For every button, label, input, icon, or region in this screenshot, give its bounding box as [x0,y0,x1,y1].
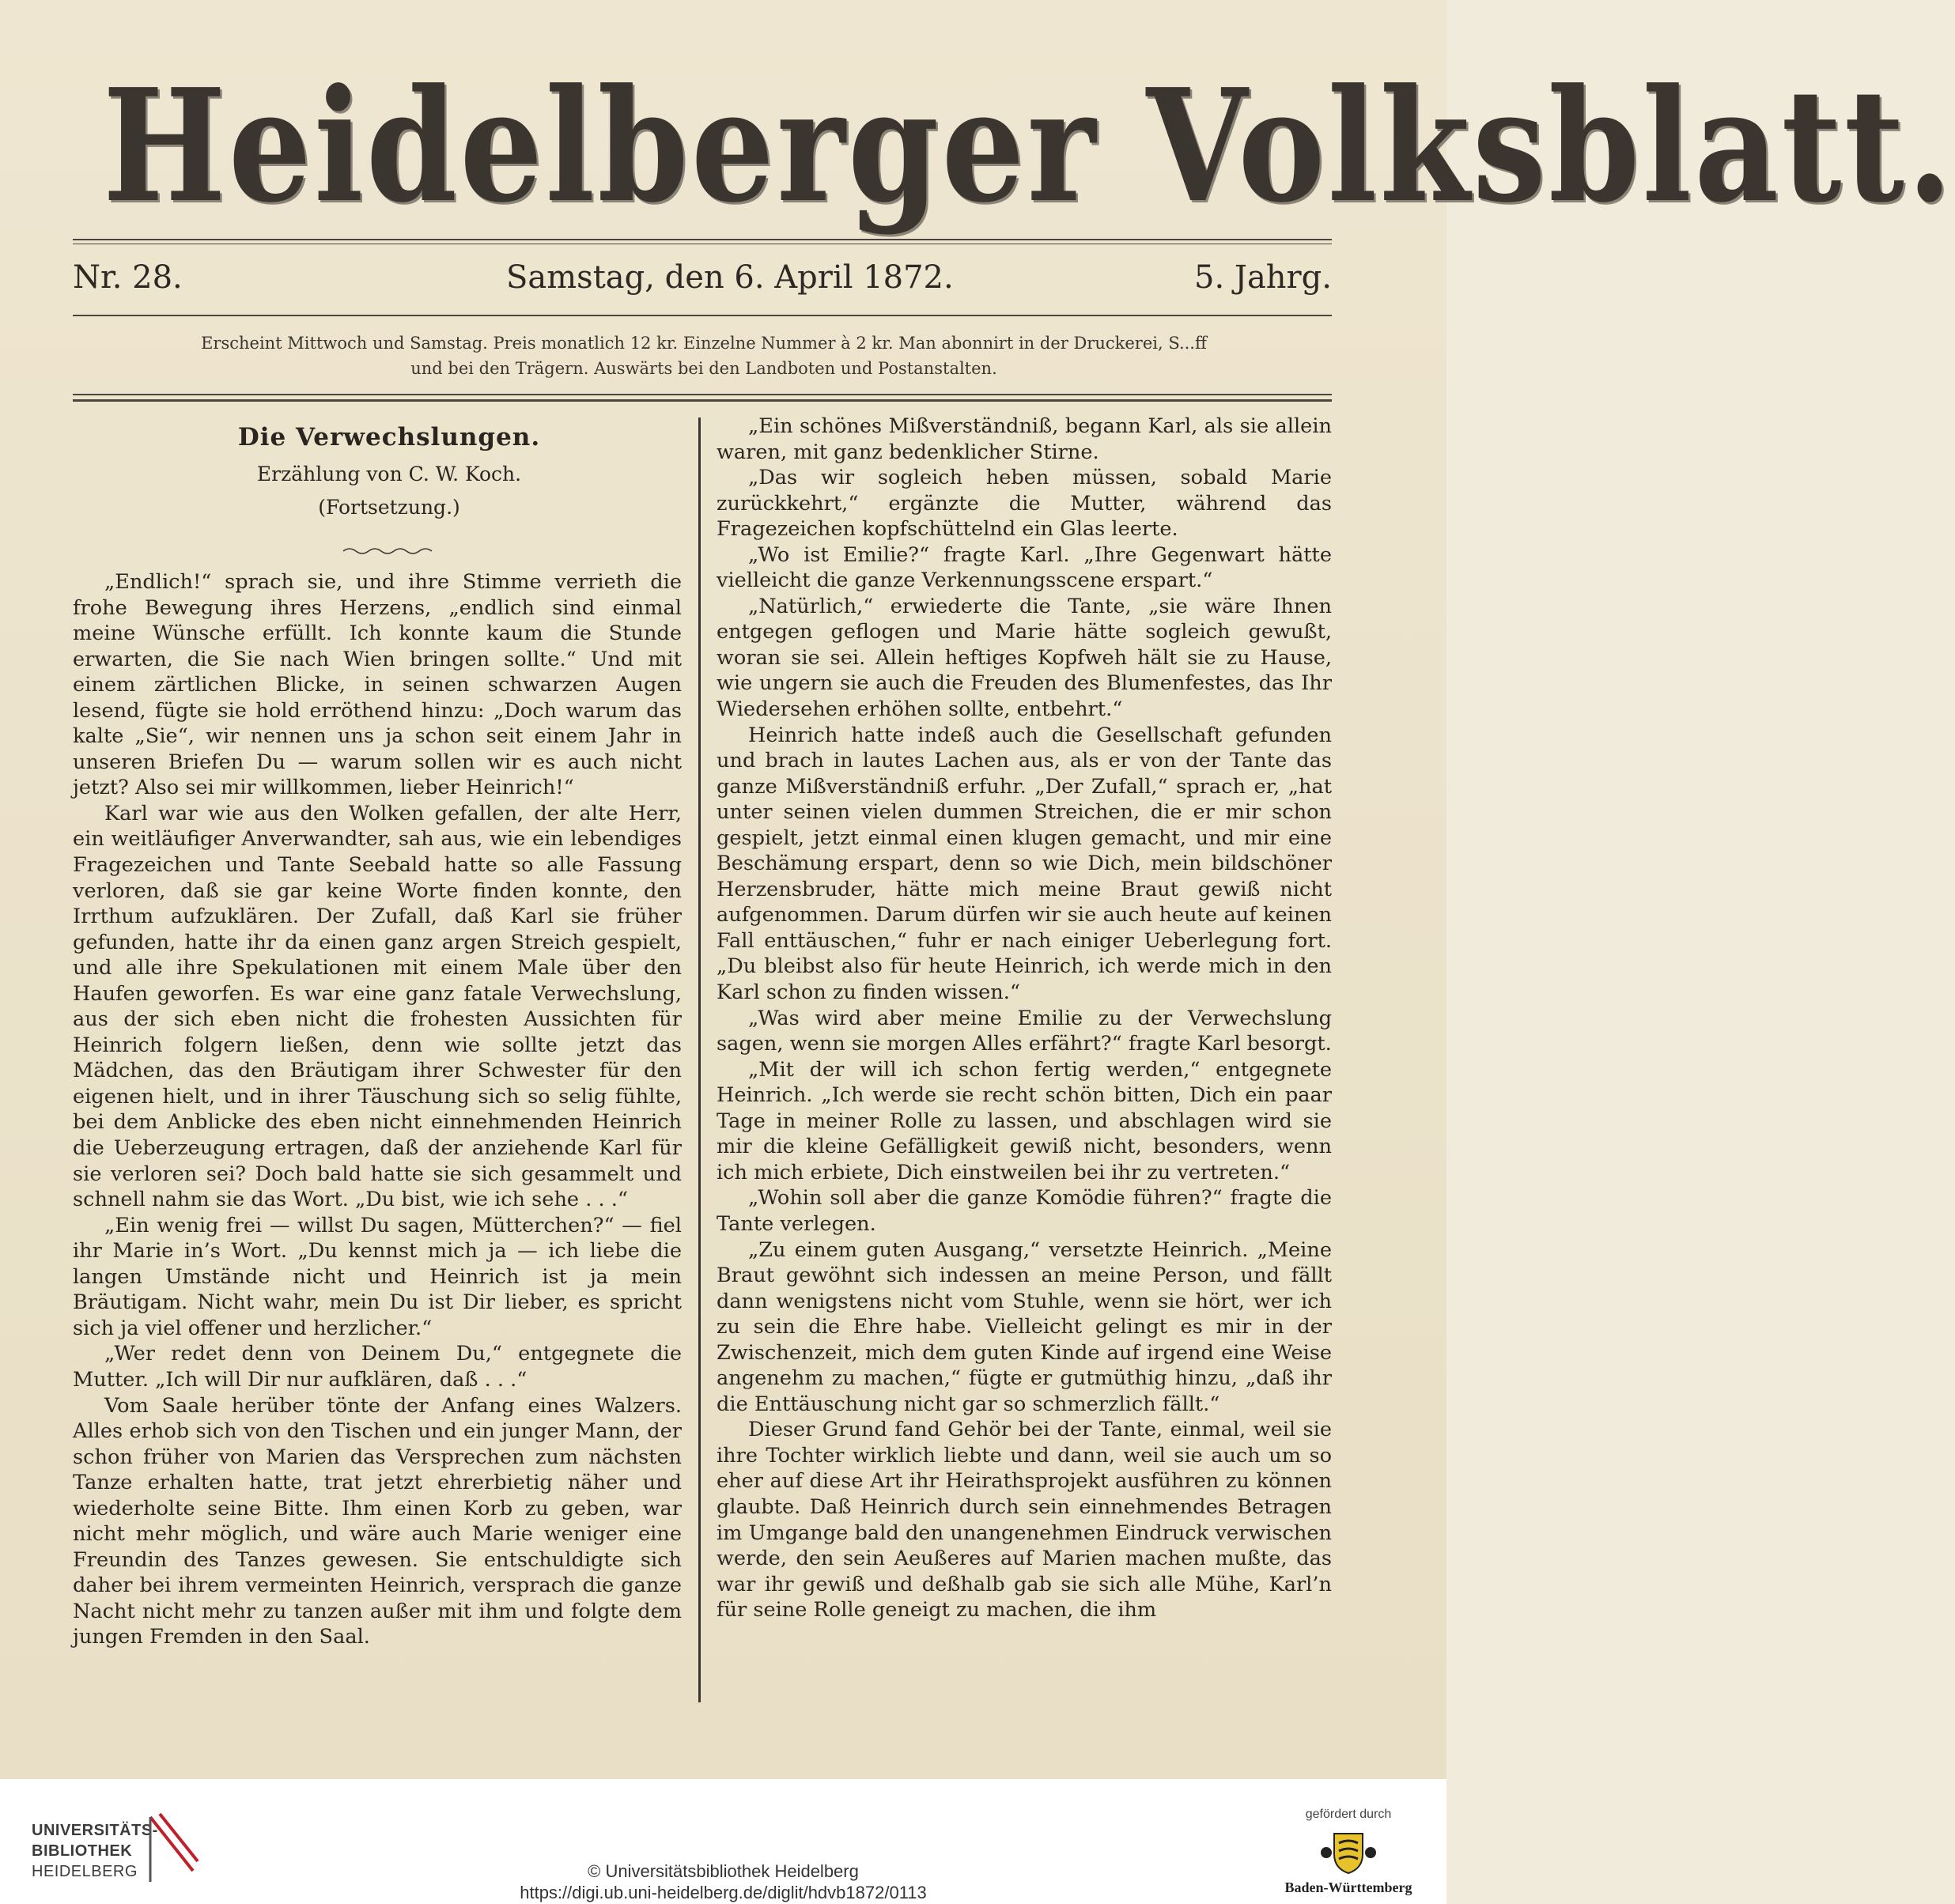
right-column-paragraph: „Ein schönes Mißverständniß, begann Karl, als sie allein waren, mit ganz bedenklicher Stirne. [717,414,1332,464]
left-column-paragraph: „Wer redet denn von Deinem Du,“ entgegnete die Mutter. „Ich will Dir nur aufklären, daß . . .“ [73,1342,682,1392]
masthead-rule-top [73,239,1332,240]
ornament-divider [342,546,437,557]
issue-year: 5. Jahrg. [1194,259,1332,296]
issue-number: Nr. 28. [73,259,183,296]
source-url[interactable]: https://digi.ub.uni-heidelberg.de/diglit/hdvb1872/0113 [520,1883,927,1902]
issue-row [73,259,1332,307]
right-column-paragraph: Dieser Grund fand Gehör bei der Tante, einmal, weil sie ihre Tochter wirklich liebte und dann, weil sie auch um so eher auf diese Art ihr Heirathsprojekt ausführen zu können glaubte. Daß Heinrich durch sein einnehmendes Betragen im Umgange bald den unangenehmen Eindruck verwischen werde, den sein Aeußeres auf Marien machen mußte, das war ihr gewiß und deßhalb gab sie sich alle Mühe, Karl’n für seine Rolle geneigt zu machen, die ihm [717,1418,1332,1623]
left-column [73,569,682,1650]
copyright-text: © Universitätsbibliothek Heidelberg [588,1861,859,1881]
right-column-paragraph: „Zu einem guten Ausgang,“ versetzte Heinrich. „Meine Braut gewöhnt sich indessen an meine Person, und fällt dann wenigstens nicht vom Stuhle, wenn sie hört, wer ich zu sein die Ehre habe. Vielleicht gelingt es mir in der Zwischenzeit, mich dem guten Kinde auf irgend eine Weise angenehm zu machen,“ fügte er gutmüthig hinzu, „daß ihr die Enttäuschung nicht gar so schmerzlich fällt.“ [717,1237,1332,1416]
right-column-paragraph: „Mit der will ich schon fertig werden,“ entgegnete Heinrich. „Ich werde sie recht schön bitten, Dich ein paar Tage in meiner Rolle zu lassen, und abschlagen wird sie mir die kleine Gefälligkeit gewiß nicht, besonders, wenn ich mich erbiete, Dich einstweilen bei ihr zu vertreten.“ [717,1057,1332,1184]
subscription-notice [71,331,1337,381]
story-continued: (Fortsetzung.) [318,496,460,519]
right-column-paragraph: „Wohin soll aber die ganze Komödie führen?“ fragte die Tante verlegen. [717,1186,1332,1236]
right-column-paragraph: „Was wird aber meine Emilie zu der Verwechslung sagen, wenn sie morgen Alles erfährt?“ fragte Karl besorgt. [717,1006,1332,1056]
story-byline: Erzählung von C. W. Koch. [256,463,522,485]
right-column-paragraph: Heinrich hatte indeß auch die Gesellschaft gefunden und brach in lautes Lachen aus, als er von der Tante das ganze Mißverständniß erfuhr. „Der Zufall,“ sprach er, „hat unter seinen vielen dummen Streichen, die er mir schon gespielt, jetzt einmal einen klugen gemacht, und mir eine Beschämung erspart, denn so wie Dich, mein bildschöner Herzensbruder, hätte mich meine Braut gewiß nicht aufgenommen. Darum dürfen wir sie auch heute auf keinen Fall enttäuschen,“ fuhr er nach einiger Ueberlegung fort. „Du bleibst also für heute Heinrich, ich werde mich in den Karl schon zu finden wissen.“ [717,723,1332,1005]
right-column-paragraph: „Natürlich,“ erwiederte die Tante, „sie wäre Ihnen entgegen geflogen und Marie hätte sogleich gewußt, woran sie sei. Allein heftiges Kopfweh hält sie zu Hause, wie ungern sie auch die Freuden des Blumenfestes, das Ihr Wiedersehen erhöhen sollte, entbehrt.“ [717,594,1332,722]
right-column-paragraph: „Wo ist Emilie?“ fragte Karl. „Ihre Gegenwart hätte vielleicht die ganze Verkennungsscene erspart.“ [717,542,1332,593]
library-name-line-3: HEIDELBERG [32,1863,138,1880]
right-column [717,414,1332,1623]
notice-rule-1 [73,394,1332,395]
left-column-paragraph: „Endlich!“ sprach sie, und ihre Stimme verrieth die frohe Bewegung ihres Herzens, „endlich sind einmal meine Wünsche erfüllt. Ich konnte kaum die Stunde erwarten, die Sie nach Wien bringen sollte.“ Und mit einem zärtlichen Blicke, in seinen schwarzen Augen lesend, fügte sie hold erröthend hinzu: „Doch warum das kalte „Sie“, wir nennen uns ja schon seit einem Jahr in unseren Briefen Du — warum sollen wir es auch nicht jetzt? Also sei mir willkommen, lieber Heinrich!“ [73,570,682,800]
column-divider [698,417,701,1702]
state-name: Baden-Württemberg [1284,1879,1412,1895]
left-column-paragraph: Karl war wie aus den Wolken gefallen, der alte Herr, ein weitläufiger Anverwandter, sah aus, wie ein lebendiges Fragezeichen und Tante Seebald hatte so alle Fassung verloren, daß sie gar keine Worte finden konnte, den Irrthum aufzuklären. Der Zufall, daß Karl sie früher gefunden, hatte ihr da einen ganz argen Streich gespielt, und alle ihre Spekulationen mit einem Male über den Haufen geworfen. Es war eine ganz fatale Verwechslung, aus der sich eben nicht die frohesten Aussichten für Heinrich folgern ließen, denn wie sollte jetzt das Mädchen, das den Bräutigam ihrer Schwester für den eigenen hielt, und in ihrer Täuschung sich so selig fühlte, bei dem Anblicke des eben nicht einnehmenden Heinrich die Ueberzeugung ertragen, daß der anziehende Karl für sie verloren sei? Doch bald hatte sie sich gesammelt und schnell nahm sie das Wort. „Du bist, wie ich sehe . . .“ [73,801,682,1212]
notice-line-2: und bei den Trägern. Auswärts bei den Landboten und Postanstalten. [410,359,997,378]
library-name-line-1: UNIVERSITÄTS- [32,1822,158,1839]
issue-rule [73,315,1332,316]
left-column-paragraph: Vom Saale herüber tönte der Anfang eines Walzers. Alles erhob sich von den Tischen und ein junger Mann, der schon früher von Marien das Versprechen zum nächsten Tanze erhalten hatte, trat jetzt ehrerbietig näher und wiederholte seine Bitte. Ihm einen Korb zu geben, war nicht mehr möglich, und wäre auch Marie weniger eine Freundin des Tanzes gewesen. Sie entschuldigte sich daher bei ihrem vermeinten Heinrich, versprach die ganze Nacht nicht mehr zu tanzen außer mit ihm und folgte dem jungen Fremden in den Saal. [73,1393,682,1649]
story-title: Die Verwechslungen. [237,423,541,451]
right-column-paragraph: „Das wir sogleich heben müssen, sobald Marie zurückkehrt,“ ergänzte die Mutter, während das Fragezeichen kopfschüttelnd ein Glas leerte. [717,466,1332,542]
funded-by-label: gefördert durch [1305,1808,1392,1821]
notice-line-1: Erscheint Mittwoch und Samstag. Preis monatlich 12 kr. Einzelne Nummer à 2 kr. Man abonnirt in der Druckerei, S...ff [201,334,1207,353]
coat-of-arms-icon [1317,1829,1380,1876]
library-name-line-2: BIBLIOTHEK [32,1842,133,1860]
masthead-title: Heidelberger Volksblatt. [103,55,1955,237]
left-column-paragraph: „Ein wenig frei — willst Du sagen, Mütterchen?“ — fiel ihr Marie in’s Wort. „Du kennst mich ja — ich liebe die langen Umstände nicht und Heinrich ist ja mein Bräutigam. Nicht wahr, mein Du ist Dir lieber, es spricht sich ja viel offener und herzlicher.“ [73,1213,682,1340]
notice-rule-2 [73,399,1332,402]
issue-date: Samstag, den 6. April 1872. [506,259,954,296]
